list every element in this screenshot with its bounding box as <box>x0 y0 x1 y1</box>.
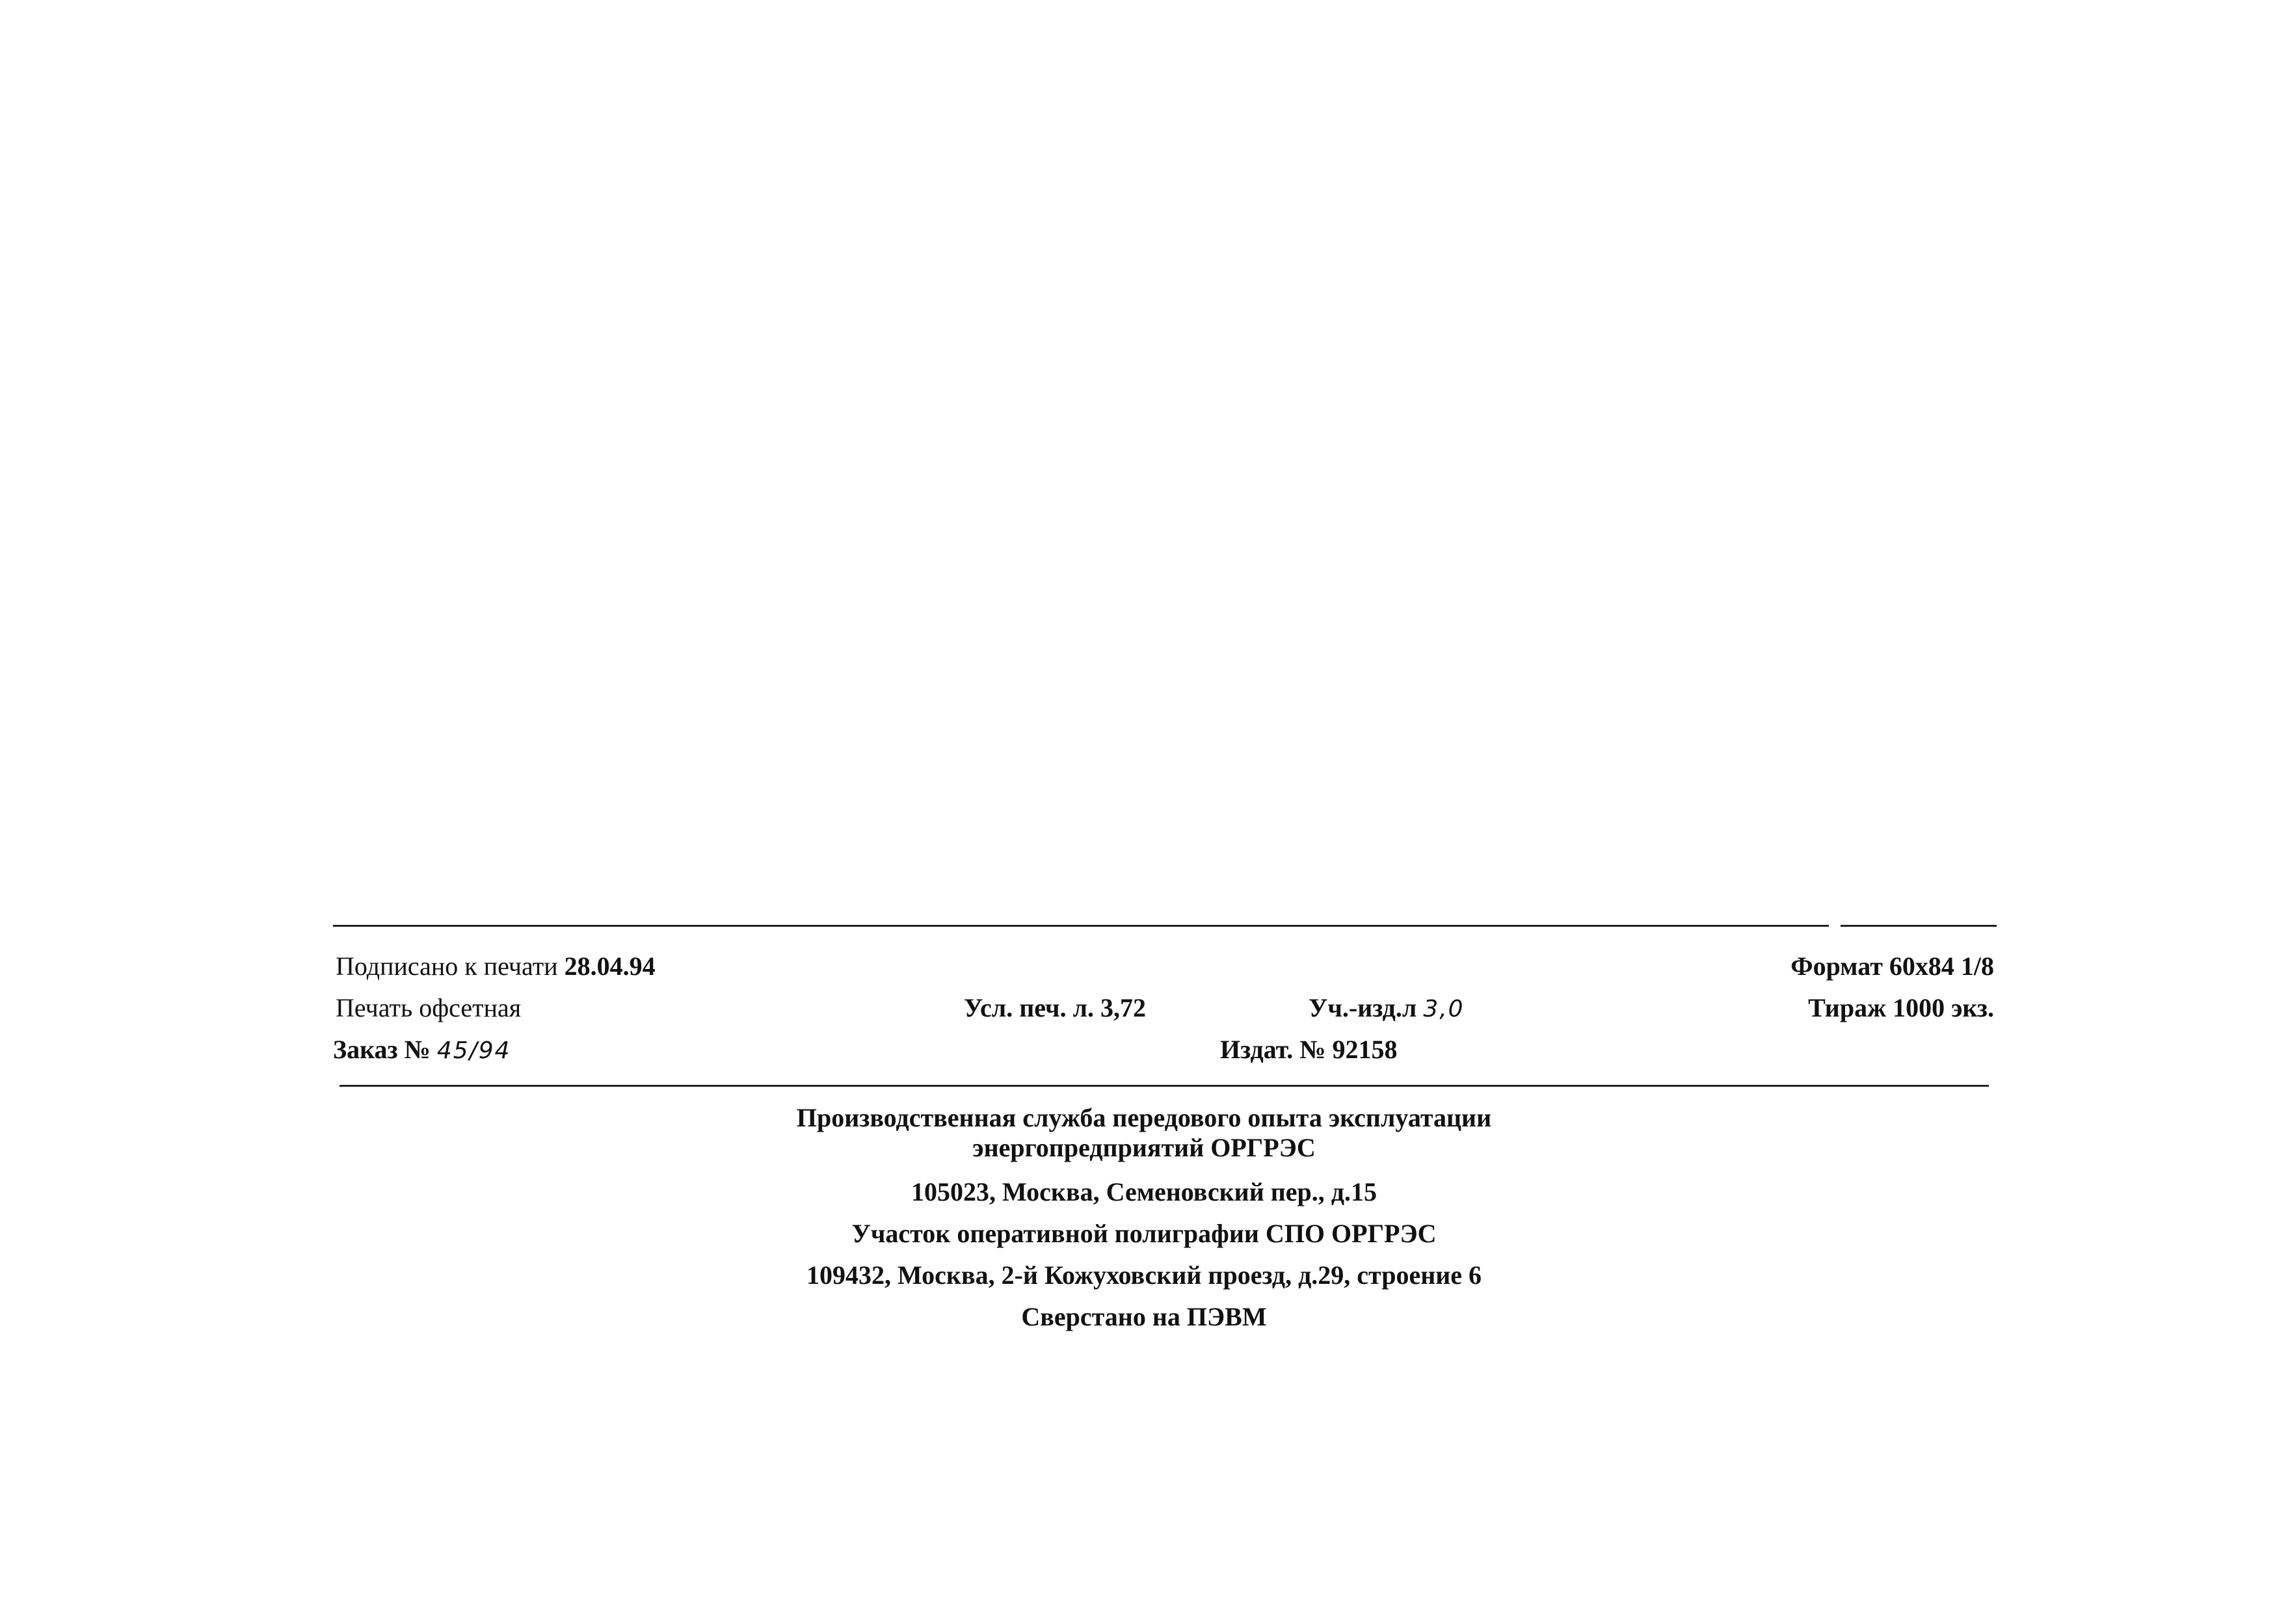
publisher-address: 105023, Москва, Семеновский пер., д.15 <box>911 1177 1377 1206</box>
format-label: Формат <box>1790 952 1883 981</box>
publisher-block <box>0 1103 2288 1332</box>
format <box>1790 953 1994 979</box>
print-type: Печать офсетная <box>336 993 522 1022</box>
pub-sheets-label: Уч.-изд.л <box>1309 993 1417 1022</box>
pub-sheets-value: 3,0 <box>1423 996 1465 1022</box>
order-number <box>333 1037 511 1063</box>
pub-number-label: Издат. № <box>1220 1035 1326 1064</box>
print-shop-address: 109432, Москва, 2-й Кожуховский проезд, д.29, строение 6 <box>806 1260 1482 1290</box>
bottom-rule <box>339 1085 1989 1087</box>
order-value: 45/94 <box>436 1037 511 1064</box>
conventional-sheets <box>964 995 1146 1021</box>
top-rule-right <box>1841 925 1997 927</box>
print-shop: Участок оперативной полиграфии СПО ОРГРЭС <box>851 1219 1437 1248</box>
typeset-note: Сверстано на ПЭВМ <box>1021 1302 1267 1331</box>
conv-sheets-label: Усл. печ. л. <box>964 993 1095 1022</box>
conv-sheets-value: 3,72 <box>1100 993 1147 1022</box>
publishing-sheets <box>1309 995 1465 1021</box>
publisher-line-1: Производственная служба передового опыта эксплуатации <box>796 1103 1492 1132</box>
publication-number <box>1220 1037 1398 1063</box>
publisher-line-2: энергопредприятий ОРГРЭС <box>972 1133 1316 1162</box>
pub-number-value: 92158 <box>1332 1035 1398 1064</box>
run-value: 1000 экз. <box>1893 993 1994 1022</box>
top-rule-left <box>333 925 1829 927</box>
run-label: Тираж <box>1808 993 1887 1022</box>
signed-date: 28.04.94 <box>564 952 656 981</box>
format-value: 60x84 1/8 <box>1889 952 1994 981</box>
signed-for-print <box>336 953 656 979</box>
signed-label: Подписано к печати <box>336 952 558 981</box>
order-label: Заказ № <box>333 1035 431 1064</box>
print-run <box>1808 995 1994 1021</box>
